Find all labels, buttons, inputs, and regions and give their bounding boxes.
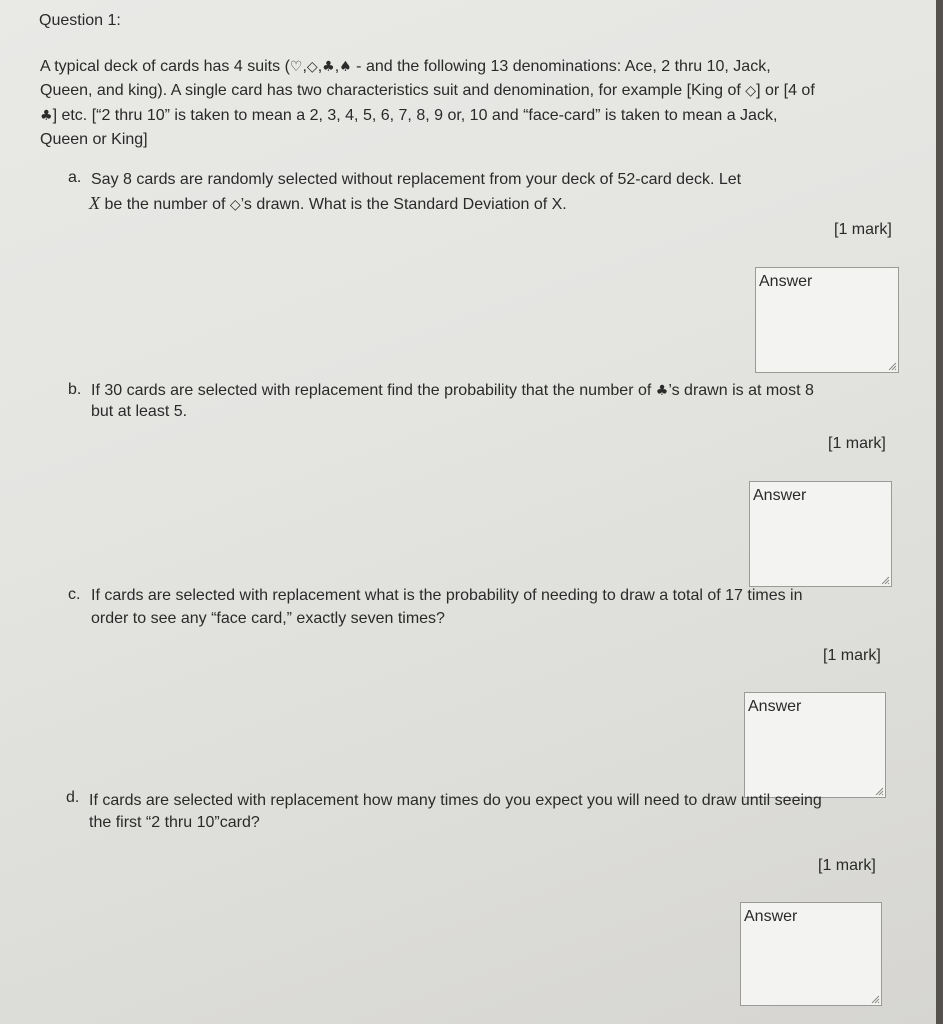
resize-handle-icon[interactable]	[887, 361, 897, 371]
mark-label: [1 mark]	[834, 221, 892, 238]
answer-label: Answer	[759, 273, 813, 290]
club-suit-icon: ♣	[655, 383, 669, 399]
mark-label: [1 mark]	[823, 647, 881, 664]
answer-label: Answer	[753, 487, 807, 504]
intro-text: ] etc. [“2 thru 10” is taken to mean a 2, 3, 4, 5, 6, 7, 8, 9 or, 10 and “face-card” is taken to mean a Jack,	[52, 107, 778, 124]
intro-line-2	[40, 81, 815, 101]
part-letter: c.	[68, 586, 81, 603]
diamond-suit-icon: ◇	[229, 197, 241, 213]
intro-text: Queen, and king). A single card has two characteristics suit and denomination, for example [King of	[40, 82, 746, 99]
part-letter: a.	[68, 169, 82, 186]
diamond-suit-icon: ◇	[745, 83, 757, 99]
part-d-line-2: the first “2 thru 10”card?	[89, 814, 260, 831]
intro-text: A typical deck of cards has 4 suits (	[40, 58, 290, 75]
resize-handle-icon[interactable]	[874, 786, 884, 796]
part-c-line-1: If cards are selected with replacement what is the probability of needing to draw a total of 17 times in	[91, 587, 803, 604]
part-a-line-1: Say 8 cards are randomly selected without replacement from your deck of 52-card deck. Let	[91, 171, 742, 188]
answer-box-d[interactable]	[740, 902, 882, 1006]
resize-handle-icon[interactable]	[870, 994, 880, 1004]
question-title: Question 1:	[39, 12, 121, 29]
resize-handle-icon[interactable]	[880, 575, 890, 585]
answer-box-c[interactable]	[744, 692, 886, 798]
intro-line-3	[40, 106, 777, 126]
part-b-line-2: but at least 5.	[91, 403, 188, 420]
club-suit-icon: ♣	[322, 59, 335, 75]
spade-suit-icon: ♠	[339, 59, 352, 75]
part-letter: b.	[68, 381, 82, 398]
part-b-line-1: If 30 cards are selected with replacement find the probability that the number of ♣’s drawn is at most 8	[91, 382, 814, 399]
part-letter: d.	[66, 789, 80, 806]
answer-box-b[interactable]	[749, 481, 892, 587]
intro-line-4: Queen or King]	[40, 131, 148, 148]
diamond-suit-icon: ◇	[306, 59, 318, 75]
intro-text: - and the following 13 denominations: Ace, 2 thru 10, Jack,	[351, 58, 771, 75]
part-c-line-2: order to see any “face card,” exactly seven times?	[91, 610, 445, 627]
part-d-line-1: If cards are selected with replacement how many times do you expect you will need to draw until seeing	[89, 792, 822, 809]
mark-label: [1 mark]	[818, 857, 876, 874]
club-suit-icon: ♣	[40, 108, 53, 124]
part-a-line-2: X be the number of ◇’s drawn. What is the Standard Deviation of X.	[89, 193, 567, 213]
answer-label: Answer	[744, 908, 798, 925]
heart-suit-icon: ♡	[289, 59, 303, 75]
answer-label: Answer	[748, 698, 802, 715]
mark-label: [1 mark]	[828, 435, 886, 452]
variable-x: X	[89, 193, 100, 213]
intro-text: ] or [4 of	[756, 82, 815, 99]
answer-box-a[interactable]	[755, 267, 899, 373]
intro-line-1: A typical deck of cards has 4 suits (♡,◇,♣,♠ - and the following 13 denominations: Ace, 2 thru 10, Jack,	[40, 58, 771, 75]
